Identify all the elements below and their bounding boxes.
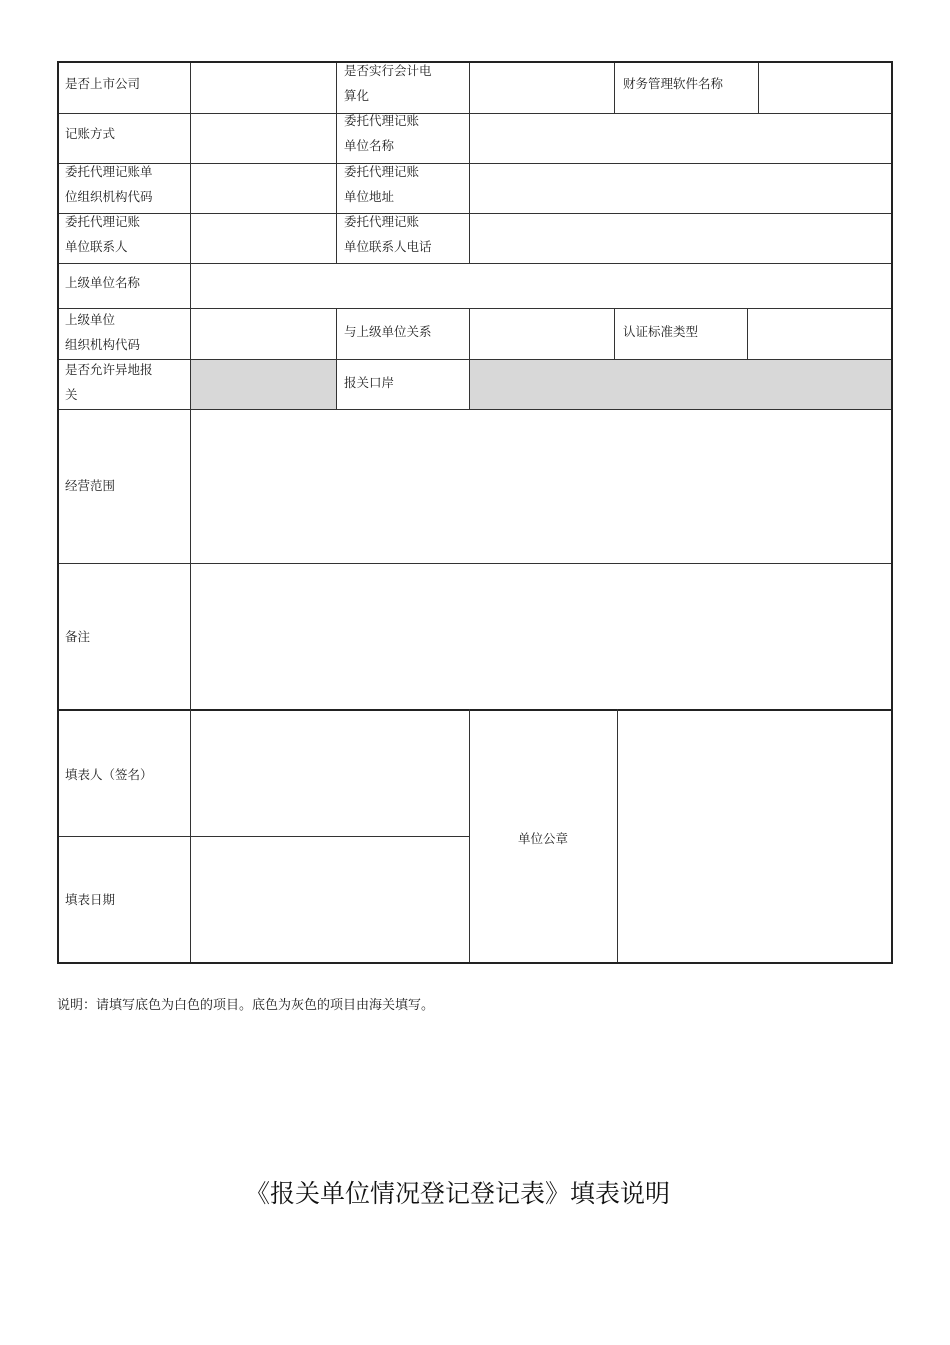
label-parent-unit-name: 上级单位名称 bbox=[65, 275, 141, 290]
label-agent-org-code: 委托代理记账单 位组织机构代码 bbox=[65, 164, 153, 204]
listed-company-input[interactable] bbox=[191, 63, 336, 113]
label-agent-contact-phone: 委托代理记账 单位联系人电话 bbox=[344, 214, 432, 254]
fill-date-input[interactable] bbox=[191, 837, 469, 962]
parent-unit-name-input[interactable] bbox=[191, 264, 891, 308]
label-listed-company: 是否上市公司 bbox=[65, 76, 141, 91]
declaration-port-value-cell[interactable] bbox=[469, 359, 891, 409]
label-remarks: 备注 bbox=[65, 629, 91, 644]
certification-type-input[interactable] bbox=[748, 309, 891, 359]
label-finance-software-name: 财务管理软件名称 bbox=[623, 76, 724, 91]
label-declaration-port: 报关口岸 bbox=[344, 375, 395, 390]
parent-org-code-input[interactable] bbox=[191, 309, 336, 359]
finance-software-input[interactable] bbox=[759, 63, 891, 113]
label-agent-contact: 委托代理记账 单位联系人 bbox=[65, 214, 141, 254]
label-agent-address: 委托代理记账 单位地址 bbox=[344, 164, 420, 204]
bookkeeping-method-input[interactable] bbox=[191, 114, 336, 163]
label-filler-signature: 填表人（签名） bbox=[65, 767, 153, 782]
label-computerized-accounting: 是否实行会计电 算化 bbox=[344, 63, 432, 103]
filler-signature-input[interactable] bbox=[191, 711, 469, 836]
label-bookkeeping-method: 记账方式 bbox=[65, 126, 116, 141]
label-fill-date: 填表日期 bbox=[65, 892, 116, 907]
label-allow-remote-declaration: 是否允许异地报 关 bbox=[65, 362, 153, 402]
label-parent-org-code: 上级单位 组织机构代码 bbox=[65, 312, 141, 352]
agent-org-code-input[interactable] bbox=[191, 164, 336, 213]
relation-to-parent-input[interactable] bbox=[470, 309, 614, 359]
form-note: 说明：请填写底色为白色的项目。底色为灰色的项目由海关填写。 bbox=[57, 998, 435, 1013]
remarks-input[interactable] bbox=[191, 564, 891, 709]
registration-form-table bbox=[57, 61, 893, 964]
instructions-title: 《报关单位情况登记登记表》填表说明 bbox=[244, 1179, 670, 1208]
label-business-scope: 经营范围 bbox=[65, 478, 116, 493]
agent-contact-phone-input[interactable] bbox=[470, 214, 891, 263]
agent-unit-name-input[interactable] bbox=[470, 114, 891, 163]
label-unit-seal: 单位公章 bbox=[517, 831, 568, 846]
unit-seal-area[interactable] bbox=[618, 711, 891, 962]
label-certification-type: 认证标准类型 bbox=[623, 324, 699, 339]
label-relation-to-parent: 与上级单位关系 bbox=[344, 324, 432, 339]
agent-contact-input[interactable] bbox=[191, 214, 336, 263]
agent-address-input[interactable] bbox=[470, 164, 891, 213]
computerized-accounting-input[interactable] bbox=[470, 63, 614, 113]
remote-declaration-value-cell[interactable] bbox=[190, 359, 336, 409]
business-scope-input[interactable] bbox=[191, 410, 891, 563]
label-agent-unit-name: 委托代理记账 单位名称 bbox=[344, 113, 420, 153]
